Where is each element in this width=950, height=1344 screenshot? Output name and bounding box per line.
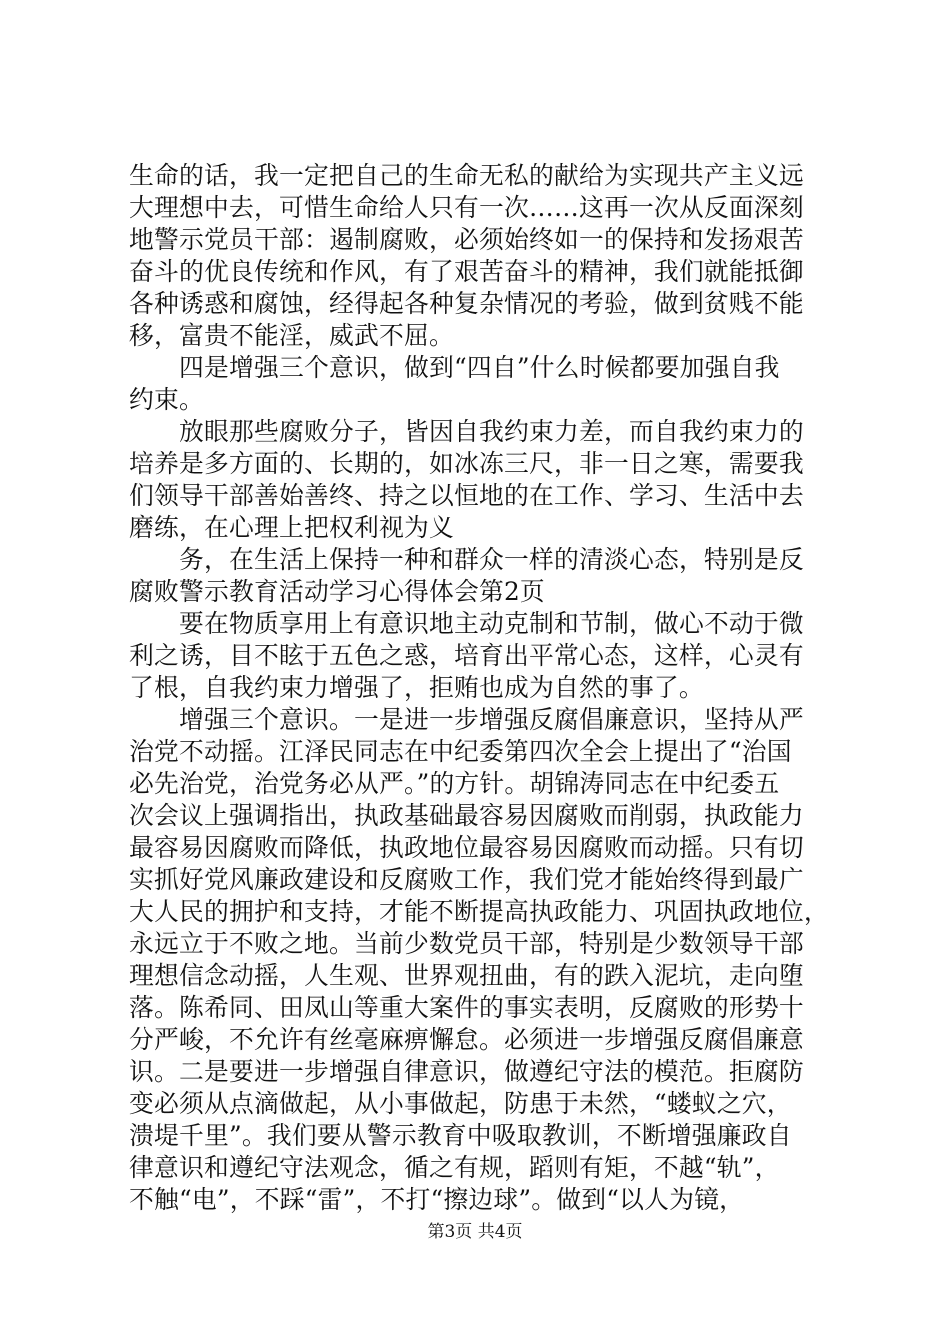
text-line: 次会议上强调指出，执政基础最容易因腐败而削弱，执政能力 — [129, 801, 804, 830]
body-text — [129, 160, 829, 1216]
text-line: 腐败警示教育活动学习心得体会第2页 — [129, 577, 545, 606]
text-line: 们领导干部善始善终、持之以恒地的在工作、学习、生活中去 — [129, 481, 804, 510]
text-line: 最容易因腐败而降低，执政地位最容易因腐败而动摇。只有切 — [129, 833, 804, 862]
text-line: 了根，自我约束力增强了，拒贿也成为自然的事了。 — [129, 673, 704, 702]
text-line: 放眼那些腐败分子，皆因自我约束力差，而自我约束力的 — [179, 417, 804, 446]
text-line: 各种诱惑和腐蚀，经得起各种复杂情况的考验，做到贫贱不能 — [129, 289, 804, 318]
text-line: 奋斗的优良传统和作风，有了艰苦奋斗的精神，我们就能抵御 — [129, 257, 804, 286]
text-line: 增强三个意识。一是进一步增强反腐倡廉意识，坚持从严 — [179, 705, 804, 734]
text-line: 移，富贵不能淫，威武不屈。 — [129, 321, 454, 350]
text-line: 约束。 — [129, 385, 204, 414]
text-line: 落。陈希同、田凤山等重大案件的事实表明，反腐败的形势十 — [129, 993, 804, 1022]
text-line: 不触“电”，不踩“雷”，不打“擦边球”。做到“以人为镜， — [129, 1185, 745, 1214]
text-line: 地警示党员干部：遏制腐败，必须始终如一的保持和发扬艰苦 — [129, 225, 804, 254]
text-line: 理想信念动摇，人生观、世界观扭曲，有的跌入泥坑，走向堕 — [129, 961, 804, 990]
text-line: 四是增强三个意识，做到“四自”什么时候都要加强自我 — [179, 353, 780, 382]
text-line: 磨练，在心理上把权利视为义 — [129, 513, 454, 542]
text-line: 大理想中去，可惜生命给人只有一次……这再一次从反面深刻 — [129, 193, 804, 222]
text-line: 务，在生活上保持一种和群众一样的清淡心态，特别是反 — [179, 545, 804, 574]
text-line: 生命的话，我一定把自己的生命无私的献给为实现共产主义远 — [129, 161, 804, 190]
text-line: 变必须从点滴做起，从小事做起，防患于未然，“蝼蚁之穴， — [129, 1089, 792, 1118]
text-line: 要在物质享用上有意识地主动克制和节制，做心不动于微 — [179, 609, 804, 638]
text-line: 治党不动摇。江泽民同志在中纪委第四次全会上提出了“治国 — [129, 737, 792, 766]
page-footer: 第3页 共4页 — [427, 1222, 523, 1242]
text-line: 大人民的拥护和支持，才能不断提高执政能力、巩固执政地位， — [129, 897, 829, 926]
text-line: 律意识和遵纪守法观念，循之有规，蹈则有矩，不越“轨”， — [129, 1153, 780, 1182]
text-line: 溃堤千里”。我们要从警示教育中吸取教训，不断增强廉政自 — [129, 1121, 792, 1150]
text-line: 分严峻，不允许有丝毫麻痹懈怠。必须进一步增强反腐倡廉意 — [129, 1025, 804, 1054]
text-line: 利之诱，目不眩于五色之惑，培育出平常心态，这样，心灵有 — [129, 641, 804, 670]
text-line: 实抓好党风廉政建设和反腐败工作，我们党才能始终得到最广 — [129, 865, 804, 894]
text-line: 识。二是要进一步增强自律意识，做遵纪守法的模范。拒腐防 — [129, 1057, 804, 1086]
text-line: 必先治党，治党务必从严。”的方针。胡锦涛同志在中纪委五 — [129, 769, 780, 798]
text-line: 培养是多方面的、长期的，如冰冻三尺，非一日之寒，需要我 — [129, 449, 804, 478]
text-line: 永远立于不败之地。当前少数党员干部，特别是少数领导干部 — [129, 929, 804, 958]
